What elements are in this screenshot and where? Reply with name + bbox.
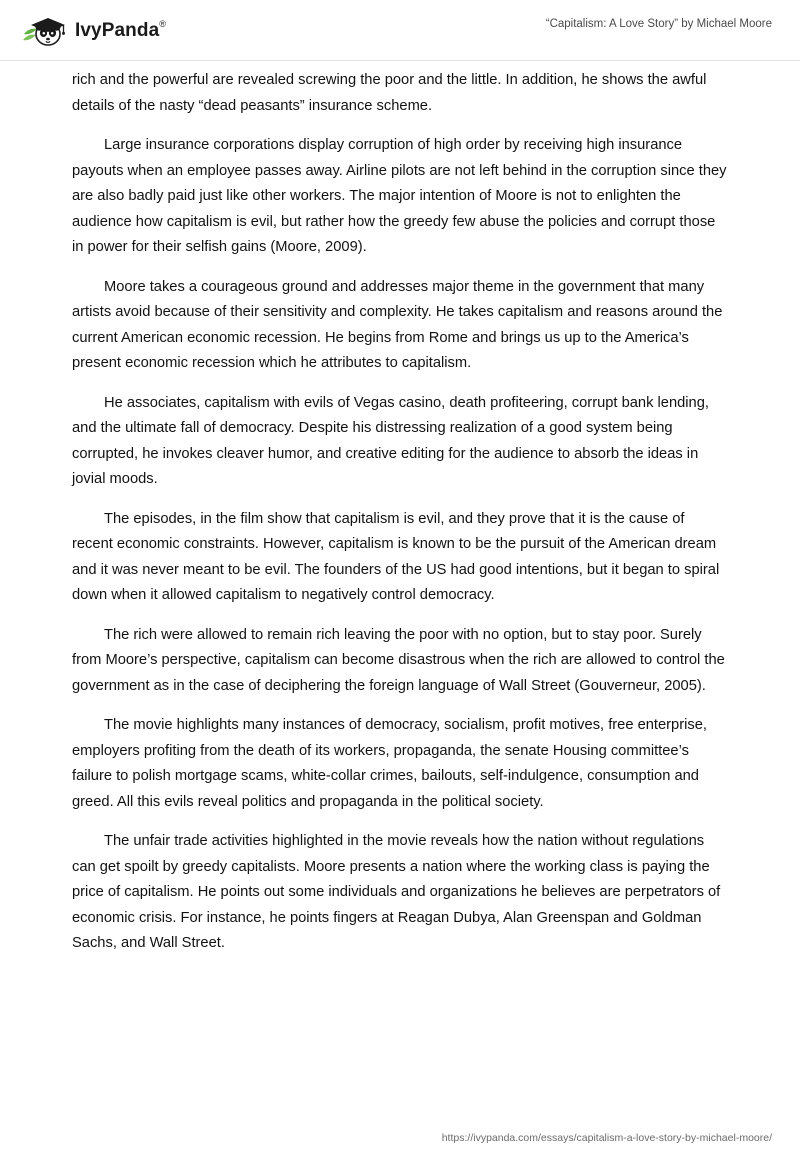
paragraph: Moore takes a courageous ground and addresses major theme in the government that many artists avoid because of their sensitivity and complexity. He takes capitalism and reasons around the current American economic recession. He begins from Rome and brings us up to the America’s present economic recession which he attributes to capitalism.	[72, 278, 723, 371]
paragraph: He associates, capitalism with evils of Vegas casino, death profiteering, corrupt bank lending, and the ultimate fall of democracy. Despite his distressing realization of a good system being corrupted, he invokes cleaver humor, and creative editing for the audience to absorb the ideas in jovial moods.	[72, 394, 709, 487]
document-title: “Capitalism: A Love Story” by Michael Moore	[545, 18, 772, 30]
paragraph: The movie highlights many instances of democracy, socialism, profit motives, free enterprise, employers profiting from the death of its workers, propaganda, the senate Housing committee’s failure to polish mortgage scams, white-collar crimes, bailouts, self-indulgence, consumption and greed. All this evils reveal politics and propaganda in the political society.	[72, 717, 707, 810]
header-divider	[0, 60, 800, 61]
brand-name-text: IvyPanda	[75, 20, 160, 41]
brand-name	[75, 20, 166, 42]
paragraph: rich and the powerful are revealed screwing the poor and the little. In addition, he shows the awful details of the nasty “dead peasants” insurance scheme.	[72, 72, 707, 114]
brand-registered-mark: ®	[159, 18, 166, 29]
paragraph: The unfair trade activities highlighted in the movie reveals how the nation without regulations can get spoilt by greedy capitalists. Moore presents a nation where the working class is paying the price of capitalism. He points out some individuals and organizations he believes are perpetrators of economic crisis. For instance, he points fingers at Reagan Dubya, Alan Greenspan and Goldman Sachs, and Wall Street.	[72, 833, 721, 951]
document-body	[72, 68, 728, 971]
paragraph: The episodes, in the film show that capitalism is evil, and they prove that it is the cause of recent economic constraints. However, capitalism is known to be the pursuit of the American dream and it was never meant to be evil. The founders of the US had good intentions, but it began to spiral down when it allowed capitalism to negatively control democracy.	[72, 510, 720, 603]
source-url[interactable]: https://ivypanda.com/essays/capitalism-a-love-story-by-michael-moore/	[441, 1132, 772, 1144]
brand-logo[interactable]	[22, 14, 166, 48]
graduation-cap-panda-logo-icon	[22, 14, 66, 48]
paragraph: Large insurance corporations display corruption of high order by receiving high insurance payouts when an employee passes away. Airline pilots are not left behind in the corruption since they are also badly paid just like other workers. The major intention of Moore is not to enlighten the audience how capitalism is evil, but rather how the greedy few abuse the policies and corrupt those in power for their selfish gains (Moore, 2009).	[72, 137, 727, 255]
page-header	[0, 0, 800, 60]
paragraph: The rich were allowed to remain rich leaving the poor with no option, but to stay poor. Surely from Moore’s perspective, capitalism can become disastrous when the rich are allowed to control the government as in the case of deciphering the foreign language of Wall Street (Gouverneur, 2005).	[72, 626, 725, 694]
